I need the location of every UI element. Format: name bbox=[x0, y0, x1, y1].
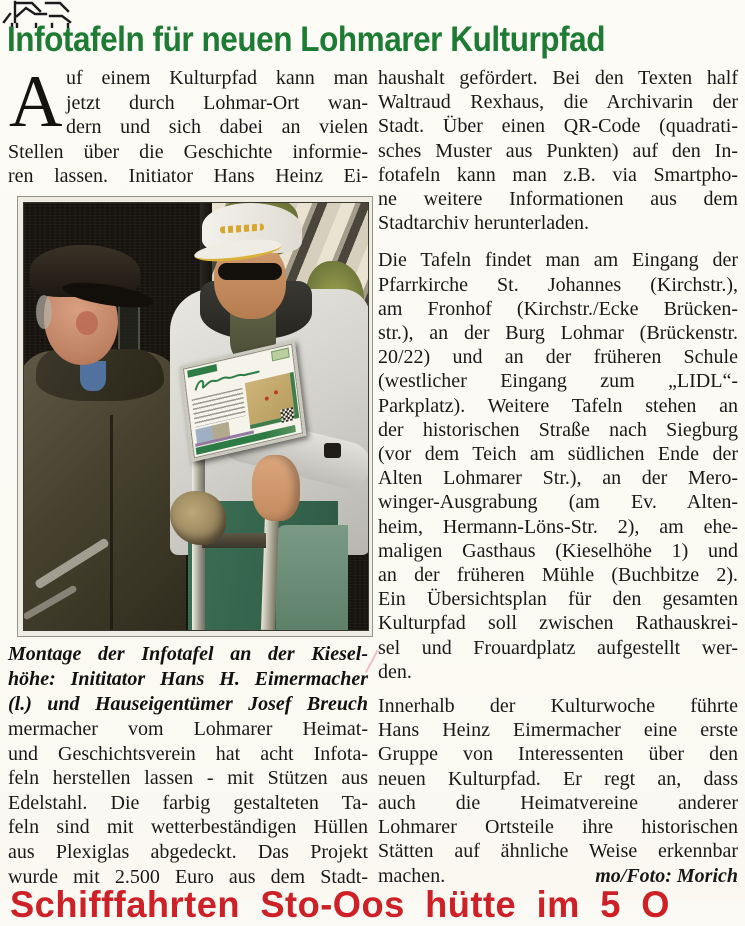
article-headline: Infotafeln für neuen Lohmarer Kulturpfad bbox=[7, 20, 606, 59]
intro-paragraph bbox=[8, 61, 368, 189]
right-man-hand bbox=[252, 455, 300, 521]
left-man-nose bbox=[76, 311, 98, 335]
right-column bbox=[378, 66, 738, 888]
panel-body-text bbox=[192, 388, 246, 428]
photo-scene bbox=[23, 202, 369, 631]
paragraph-qr: haushalt gefördert. Bei den Texten half Waltraud Rexhaus, die Archivarin der Stadt. Über einen QR-Code (quadrati- sches Muster aus Punkten) auf den In- fotafeln kann man z.B. via Smartpho- ne weitere Informationen aus dem Stadtarchiv herunterladen. bbox=[378, 67, 738, 235]
left-man-gray-hair bbox=[36, 295, 52, 329]
next-article-headline-cutoff: Schifffahrten Sto-Oos hütte im 5 O bbox=[10, 884, 670, 925]
paragraph-kulturwoche: Innerhalb der Kulturwoche führte Hans Heinz Eimermacher eine erste Gruppe von Interessenten über den neuen Kulturpfad. Er regt an, dass auch die Heimatvereine anderer Lohmarer Ortsteile ihre historischen Stätten auf ähnliche Weise erkennbar bbox=[378, 695, 738, 863]
panel-map-icon bbox=[271, 347, 290, 361]
sunglasses bbox=[218, 263, 282, 280]
qr-code bbox=[280, 407, 294, 423]
byline: mo/Foto: Morich bbox=[595, 864, 738, 887]
closing-word: machen. bbox=[378, 864, 446, 887]
drop-cap: A bbox=[9, 61, 63, 143]
left-man-zipper bbox=[110, 415, 113, 630]
photo-caption: Montage der Infotafel an der Kiesel- höhe: Inititator Hans H. Eimermacher (l.) und Hauseigentümer Josef Breuch bbox=[8, 642, 368, 715]
intro-paragraph-lines: uf einem Kulturpfad kann man jetzt durch Lohmar-Ort wan- dern und sich dabei an vielen Stellen über die Geschichte informie- ren lassen. Initiator Hans Heinz Ei- bbox=[8, 67, 368, 188]
green-workpants-light bbox=[276, 525, 348, 631]
body-paragraph-continued: mermacher vom Lohmarer Heimat- und Geschichtsverein hat acht Infota- feln herstellen lassen - mit Stützen aus Edelstahl. Die farbig gestalteten Ta- feln sind mit wetterbeständigen Hüllen aus Plexiglas abgedeckt. Das Projekt wurde mit 2.500 Euro aus dem Stadt- bbox=[8, 717, 368, 888]
wristwatch bbox=[324, 443, 341, 458]
paragraph-locations: Die Tafeln findet man am Eingang der Pfarrkirche St. Johannes (Kirchstr.), am Fronhof (Kirchstr./Ecke Brücken- str.), an der Burg Lohmar (Brückenstr. 20/22) und an der früheren Schule (westlicher Eingang zum „LIDL“- Parkplatz). Weitere Tafeln stehen an der historischen Straße nach Siegburg (vor dem Teich am südlichen Ende der Alten Lohmarer Str.), an der Mero- winger-Ausgrabung (am Ev. Alten- heim, Hermann-Löns-Str. 2), am ehe- maligen Gasthaus (Kieselhöhe 1) und an der früheren Mühle (Buchbitze 2). Ein Übersichtsplan für den gesamten Kulturpfad soll zwischen Rathauskrei- sel und Frouardplatz aufgestellt wer- den. bbox=[378, 249, 738, 683]
left-column bbox=[8, 61, 368, 889]
article-photo bbox=[17, 196, 373, 637]
left-man-blue-shirt bbox=[80, 361, 106, 391]
